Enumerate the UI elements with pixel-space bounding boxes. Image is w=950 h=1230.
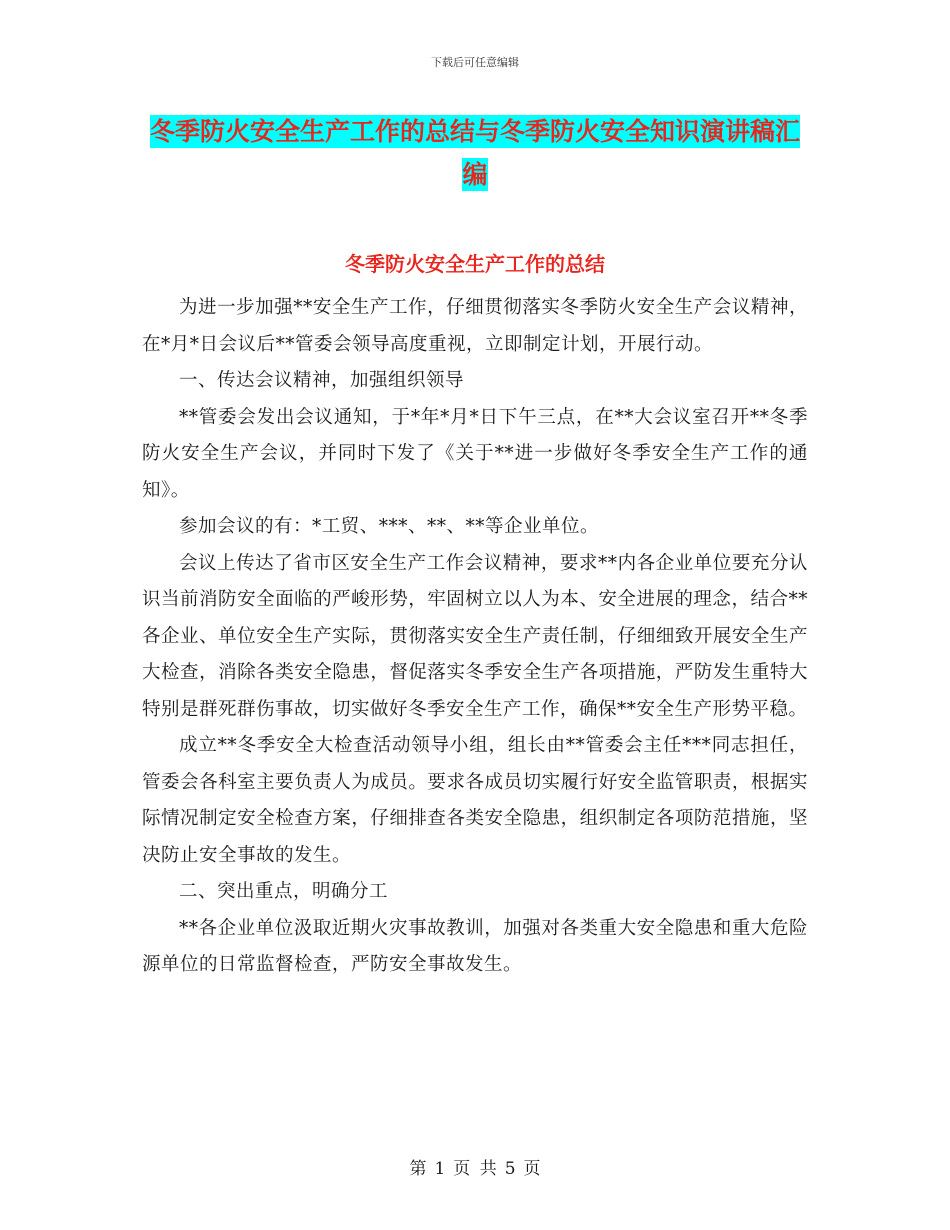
paragraph: 为进一步加强**安全生产工作，仔细贯彻落实冬季防火安全生产会议精神，在*月*日会议后**管委会领导高度重视，立即制定计划，开展行动。	[142, 297, 808, 355]
paragraph: 成立**冬季安全大检查活动领导小组，组长由**管委会主任***同志担任，管委会各科室主要负责人为成员。要求各成员切实履行好安全监管职责，根据实际情况制定安全检查方案，仔细排查各类安全隐患，组织制定各项防范措施，坚决防止安全事故的发生。	[142, 735, 808, 866]
paragraph: 会议上传达了省市区安全生产工作会议精神，要求**内各企业单位要充分认识当前消防安全面临的严峻形势，牢固树立以人为本、安全进展的理念，结合**各企业、单位安全生产实际，贯彻落实安全生产责任制，仔细细致开展安全生产大检查，消除各类安全隐患，督促落实冬季安全生产各项措施，严防发生重特大特别是群死群伤事故，切实做好冬季安全生产工作，确保**安全生产形势平稳。	[142, 552, 808, 720]
paragraph-heading: 一、传达会议精神，加强组织领导	[179, 370, 465, 391]
footer-prefix: 第	[409, 1159, 427, 1179]
document-title	[142, 110, 808, 196]
paragraph: 参加会议的有：*工贸、***、**、**等企业单位。	[179, 516, 600, 537]
footer-middle: 页 共	[453, 1159, 497, 1179]
section-title: 冬季防火安全生产工作的总结	[345, 252, 605, 276]
header-note: 下载后可任意编辑	[431, 56, 519, 69]
document-title-text: 冬季防火安全生产工作的总结与冬季防火安全知识演讲稿汇编	[149, 117, 800, 189]
paragraph: **管委会发出会议通知，于*年*月*日下午三点，在**大会议室召开**冬季防火安全生产会议，并同时下发了《关于**进一步做好冬季安全生产工作的通知》。	[142, 406, 808, 501]
document-body	[142, 290, 808, 984]
paragraph-heading: 二、突出重点，明确分工	[179, 881, 389, 902]
total-pages-number: 5	[504, 1159, 516, 1179]
paragraph: **各企业单位汲取近期火灾事故教训，加强对各类重大安全隐患和重大危险源单位的日常监督检查，严防安全事故发生。	[142, 917, 808, 975]
page-number-footer	[0, 1154, 950, 1179]
current-page-number: 1	[434, 1159, 446, 1179]
footer-suffix: 页	[523, 1159, 541, 1179]
